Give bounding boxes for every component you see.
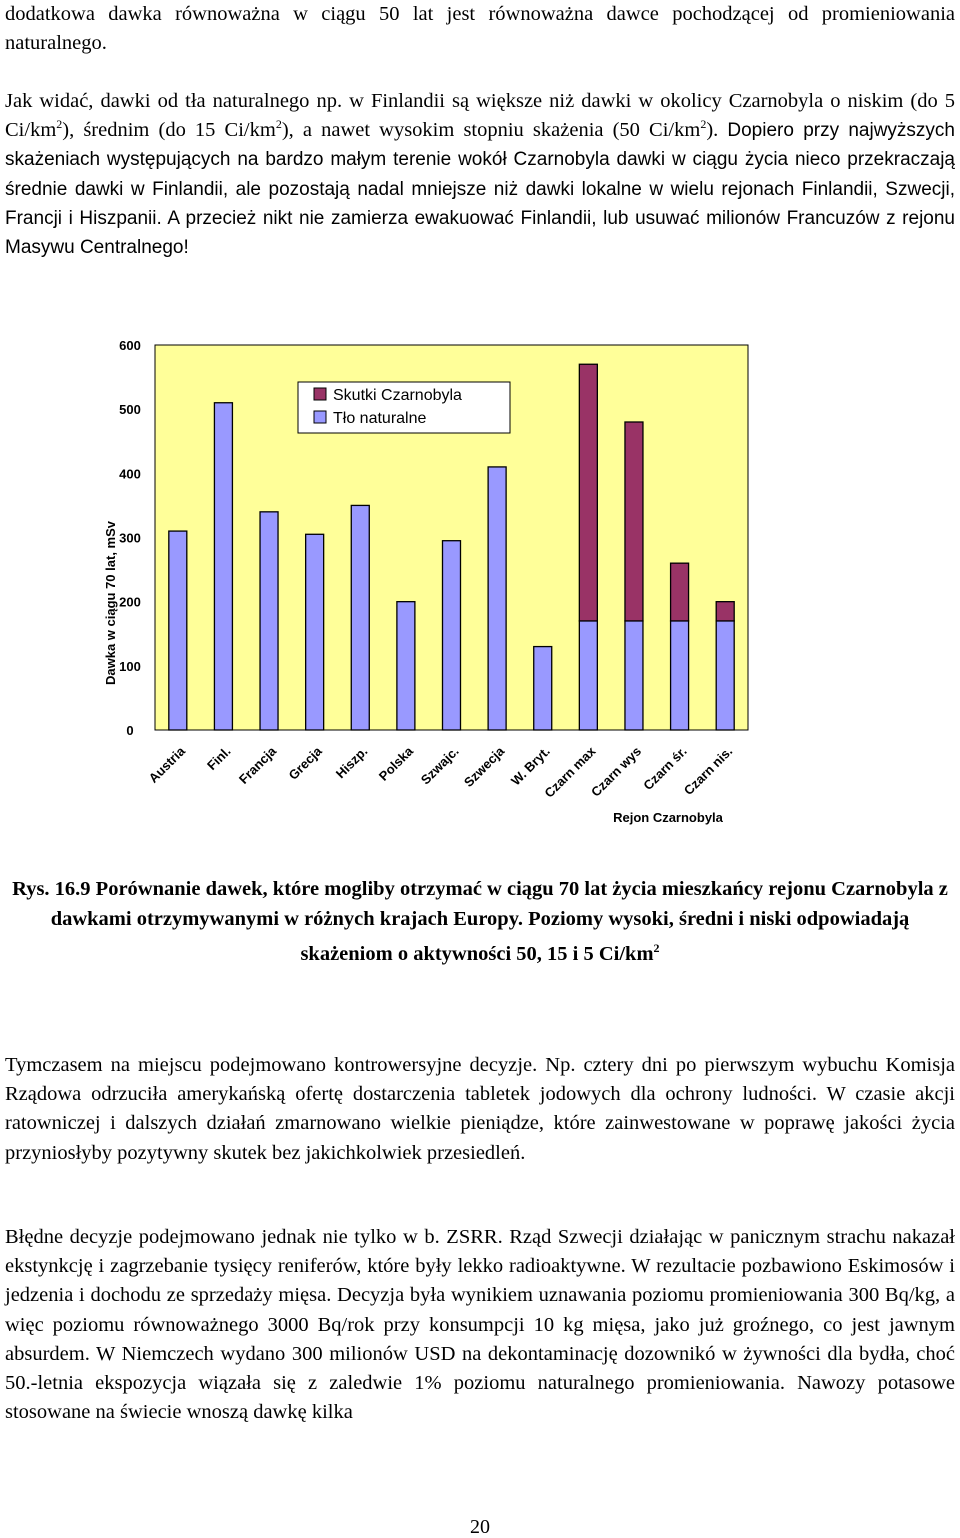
bar-segment <box>214 403 232 730</box>
x-tick-label: Polska <box>375 743 417 784</box>
legend-label: Tło naturalne <box>333 410 427 427</box>
bar-segment <box>671 563 689 621</box>
chart-legend <box>298 382 510 433</box>
y-tick-label: 300 <box>119 530 141 546</box>
bar-segment <box>397 602 415 730</box>
x-tick-label: Czarn nis. <box>680 743 736 799</box>
x-tick-label: Grecja <box>285 743 325 783</box>
x-tick-label: W. Bryt. <box>508 743 553 789</box>
x-tick-label: Czarn śr. <box>640 743 690 793</box>
x-tick-label: Szwecja <box>460 743 508 790</box>
legend-label: Skutki Czarnobyla <box>333 387 462 404</box>
page-number: 20 <box>470 1516 490 1538</box>
bar-segment <box>579 364 597 621</box>
x-tick-label: Hiszp. <box>332 743 371 782</box>
y-tick-label: 100 <box>119 658 141 674</box>
bar-segment <box>625 422 643 621</box>
x-tick-label: Austria <box>145 743 188 786</box>
bar-segment <box>625 621 643 730</box>
bar-segment <box>443 541 461 730</box>
y-tick-label: 0 <box>126 723 134 738</box>
x-tick-label: Szwajc. <box>417 743 462 788</box>
legend-swatch <box>314 388 326 400</box>
bar-segment <box>169 531 187 730</box>
bar-segment <box>579 621 597 730</box>
bar-segment <box>716 602 734 621</box>
x-axis-label: Rejon Czarnobyla <box>613 810 723 825</box>
bar-segment <box>716 621 734 730</box>
bar-segment <box>260 512 278 730</box>
figure-caption: Rys. 16.9 Porównanie dawek, które mogliby otrzymać w ciągu 70 lat życia mieszkańcy rejonu Czarnobyla z dawkami otrzymywanymi w różnych krajach Europy. Poziomy wysoki, średni i niski odpowiadają skażeniom o aktywności 50, 15 i 5 $Ci/km^2$ <box>12 878 948 965</box>
paragraph-intro: dodatkowa dawka równoważna w ciągu 50 lat jest równoważna dawce pochodzącej od promieniowania naturalnego. <box>5 3 955 55</box>
legend-swatch <box>314 411 326 423</box>
y-tick-label: 500 <box>119 402 141 418</box>
paragraph-comparison: Jak widać, dawki od tła naturalnego np. w Finlandii są większe niż dawki w okolicy Czarnobyla o niskim (do 5 $Ci/km^2$), średnim (do 15 $Ci/km^2$), a nawet wysokim stopniu skażenia (50 $Ci/km^2$). Dopiero przy najwyższych skażeniach występujących na bardzo małym terenie wokół Czarnobyla dawki w ciągu życia nieco przekraczają średnie dawki w Finlandii, ale pozostają nadal mniejsze niż dawki lokalne w wielu rejonach Finlandii, Szwecji, Francji i Hiszpanii. A przecież nikt nie zamierza ewakuować Finlandii, lub usuwać milionów Francuzów z rejonu Masywu Centralnego! <box>5 90 956 259</box>
bar-segment <box>671 621 689 730</box>
x-tick-label: Francja <box>235 743 280 787</box>
x-tick-label: Czarn max <box>541 743 599 801</box>
y-tick-label: 200 <box>119 594 141 610</box>
bar-segment <box>534 647 552 730</box>
y-tick-label: 400 <box>119 466 141 482</box>
paragraph-errors: Błędne decyzje podejmowano jednak nie tylko w b. ZSRR. Rząd Szwecji działając w panicznym strachu nakazał ekstynkcję i zagrzebanie tysięcy reniferów, które były lekko radioaktywne. W rezultacie pozbawiono Eskimosów i jedzenia i dochodu ze sprzedaży mięsa. Decyzja była wynikiem uznawania poziomu promieniowania 300 Bq/kg, a więc poziomu równoważnego 3000 Bq/rok przy konsumpcji 10 kg mięsa, jako już groźnego, co jest jawnym absurdem. W Niemczech wydano 300 milionów USD na dekontaminację dozownikó w żywności dla bydła, choć 50.-letnia ekspozycja wiązała się z zaledwie 1% poziomu naturalnego promieniowania. Nawozy potasowe stosowane na świecie wnoszą dawkę kilka <box>5 1226 955 1424</box>
paragraph-decisions: Tymczasem na miejscu podejmowano kontrowersyjne decyzje. Np. cztery dni po pierwszym wybuchu Komisja Rządowa odrzuciła amerykańską ofertę dostarczenia tabletek jodowych dla ochrony ludności. W czasie akcji ratowniczej i dalszych działań zmarnowano wielkie pieniądze, które zainwestowane w poprawę jakości życia przyniosłyby pozytywny skutek bez jakichkolwiek przesiedleń. <box>5 1054 955 1164</box>
bar-segment <box>351 505 369 730</box>
x-tick-label: Finl. <box>204 743 234 774</box>
y-tick-label: 600 <box>119 338 141 353</box>
y-axis-label: Dawka w ciągu 70 lat, mSv <box>103 520 118 686</box>
x-tick-label: Czarn wys <box>588 743 645 800</box>
bar-segment <box>306 534 324 730</box>
bar-segment <box>488 467 506 730</box>
dose-comparison-chart <box>90 325 870 835</box>
